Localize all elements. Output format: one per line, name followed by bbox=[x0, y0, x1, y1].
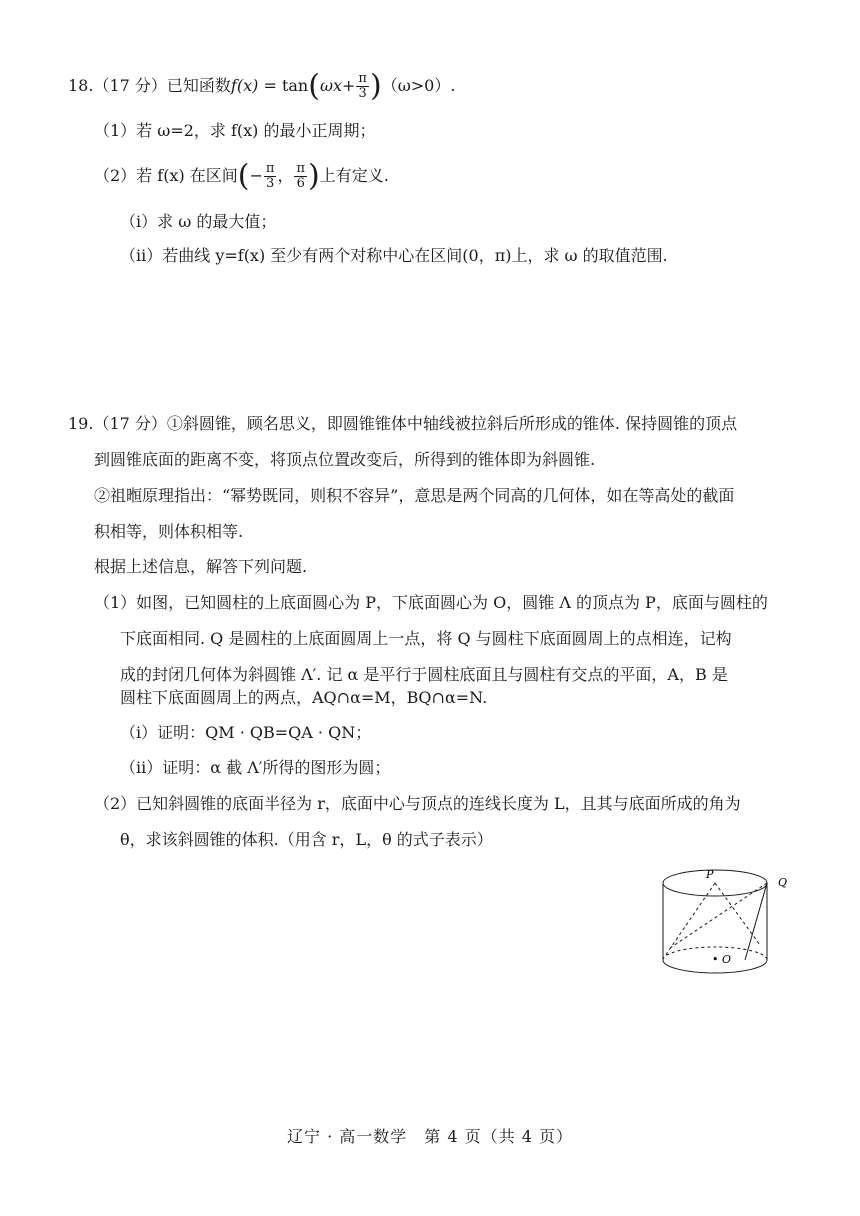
label-q: Q bbox=[778, 876, 788, 889]
q19-line3: ②祖暅原理指出：“幂势既同，则积不容异”，意思是两个同高的几何体，如在等高处的截面 bbox=[94, 486, 735, 505]
q18-part2-ii: （ii）若曲线 y=f(x) 至少有两个对称中心在区间(0，π)上，求 ω 的取值范围. bbox=[120, 246, 668, 265]
label-o: • O bbox=[712, 953, 732, 966]
cylinder-cone-figure bbox=[650, 860, 800, 985]
q19-part1-i: （i）证明：QM · QB=QA · QN； bbox=[120, 723, 372, 742]
q19-line2: 到圆锥底面的距离不变，将顶点位置改变后，所得到的锥体即为斜圆锥. bbox=[94, 450, 596, 469]
q19-part1-ii: （ii）证明：α 截 Λ′所得的图形为圆； bbox=[120, 758, 391, 777]
q18-func-eq: = tan bbox=[258, 76, 309, 95]
oblique-edge-right bbox=[745, 883, 767, 960]
q18-part1: （1）若 ω=2，求 f(x) 的最小正周期； bbox=[94, 121, 376, 140]
q18-number: 18. bbox=[68, 76, 94, 95]
q18-func-lhs: f(x) bbox=[230, 76, 259, 95]
q19-line1: 19.（17 分）①斜圆锥，顾名思义，即圆锥锥体中轴线被拉斜后所形成的锥体. 保持圆锥的顶点 bbox=[68, 414, 738, 433]
oblique-edge-left bbox=[670, 883, 767, 948]
q18-header: 18.（17 分）已知函数f(x) = tan(ωx+ $\frac{\pi}{3}$ )（ω>0）. bbox=[68, 68, 456, 104]
q18-condition: （ω>0）. bbox=[381, 76, 456, 95]
q19-line4: 积相等，则体积相等. bbox=[94, 522, 244, 541]
q18-pi-over-3-neg: $\frac{\pi}{3}$ bbox=[265, 161, 275, 191]
q18-part2: （2）若 f(x) 在区间(− $\frac{\pi}{3}$ ， $\frac{\pi}{6}$ )上有定义. bbox=[94, 158, 389, 194]
q18-pi-over-6: $\frac{\pi}{6}$ bbox=[296, 161, 306, 191]
q18-intro: 已知函数 bbox=[166, 76, 231, 95]
q19-line5: 根据上述信息，解答下列问题. bbox=[94, 557, 308, 576]
q19-part1-line2: 下底面相同. Q 是圆柱的上底面圆周上一点，将 Q 与圆柱下底面圆周上的点相连，记构 bbox=[120, 629, 732, 648]
q19-part2-line1: （2）已知斜圆锥的底面半径为 r，底面中心与顶点的连线长度为 L，且其与底面所成的角为 bbox=[94, 794, 741, 813]
q19-part1-line3: 成的封闭几何体为斜圆锥 Λ′. 记 α 是平行于圆柱底面且与圆柱有交点的平面，A，B 是 bbox=[120, 665, 728, 684]
page-footer: 辽宁 · 高一数学 第 4 页（共 4 页） bbox=[287, 1127, 573, 1146]
q19-part2-line2: θ，求该斜圆锥的体积.（用含 r，L，θ 的式子表示） bbox=[120, 830, 493, 849]
q18-inner: ωx+ bbox=[319, 76, 356, 95]
q18-part2-i: （i）求 ω 的最大值； bbox=[120, 212, 277, 231]
q18-pi-over-3: $\frac{\pi}{3}$ bbox=[358, 71, 367, 101]
q19-part1-line1: （1）如图，已知圆柱的上底面圆心为 P，下底面圆心为 O，圆锥 Λ 的顶点为 P，底面与圆柱的 bbox=[94, 593, 768, 612]
q19-part1-line4: 圆柱下底面圆周上的两点，AQ∩α=M，BQ∩α=N. bbox=[120, 688, 488, 707]
q18-score: （17 分） bbox=[93, 76, 167, 95]
label-p: P bbox=[706, 868, 714, 881]
